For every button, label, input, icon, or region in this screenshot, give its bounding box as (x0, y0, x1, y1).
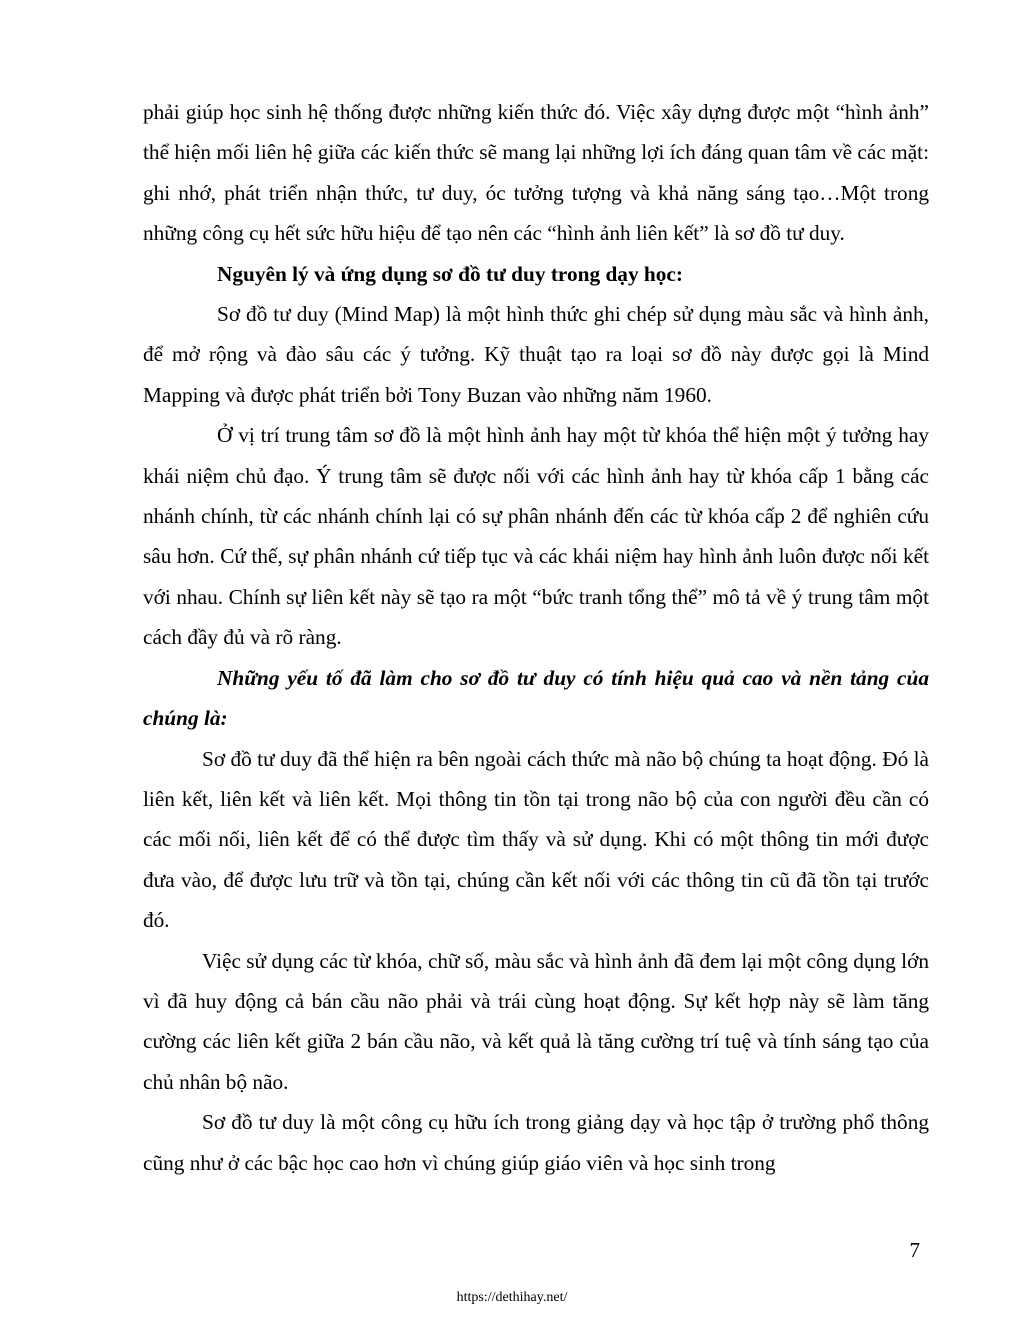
footer-url[interactable]: https://dethihay.net/ (456, 1290, 568, 1305)
paragraph-central-idea: Ở vị trí trung tâm sơ đồ là một hình ảnh hay một từ khóa thể hiện một ý tưởng hay khái niệm chủ đạo. Ý trung tâm sẽ được nối với các hình ảnh hay từ khóa cấp 1 bằng các nhánh chính, từ các nhánh chính lại có sự phân nhánh đến các từ khóa cấp 2 để nghiên cứu sâu hơn. Cứ thế, sự phân nhánh cứ tiếp tục và các khái niệm hay hình ảnh luôn được nối kết với nhau. Chính sự liên kết này sẽ tạo ra một “bức tranh tổng thể” mô tả về ý trung tâm một cách đầy đủ và rõ ràng. (143, 423, 929, 650)
paragraph-teaching-tool: Sơ đồ tư duy là một công cụ hữu ích trong giảng dạy và học tập ở trường phổ thông cũng như ở các bậc học cao hơn vì chúng giúp giáo viên và học sinh trong (143, 1110, 929, 1175)
body-text (143, 92, 929, 1183)
section-heading-effectiveness: Những yếu tố đã làm cho sơ đồ tư duy có tính hiệu quả cao và nền tảng của chúng là: (143, 665, 929, 731)
paragraph-keywords-colors: Việc sử dụng các từ khóa, chữ số, màu sắc và hình ảnh đã đem lại một công dụng lớn vì đã huy động cả bán cầu não phải và trái cùng hoạt động. Sự kết hợp này sẽ làm tăng cường các liên kết giữa 2 bán cầu não, và kết quả là tăng cường trí tuệ và tính sáng tạo của chủ nhân bộ não. (143, 948, 929, 1094)
paragraph-mind-map-definition: Sơ đồ tư duy (Mind Map) là một hình thức ghi chép sử dụng màu sắc và hình ảnh, để mở rộng và đào sâu các ý tưởng. Kỹ thuật tạo ra loại sơ đồ này được gọi là Mind Mapping và được phát triển bởi Tony Buzan vào những năm 1960. (143, 302, 929, 407)
section-heading-principles: Nguyên lý và ứng dụng sơ đồ tư duy trong dạy học: (217, 261, 683, 286)
paragraph-brain-links: Sơ đồ tư duy đã thể hiện ra bên ngoài cách thức mà não bộ chúng ta hoạt động. Đó là liên kết, liên kết và liên kết. Mọi thông tin tồn tại trong não bộ của con người đều cần có các mối nối, liên kết để có thể được tìm thấy và sử dụng. Khi có một thông tin mới được đưa vào, để được lưu trữ và tồn tại, chúng cần kết nối với các thông tin cũ đã tồn tại trước đó. (143, 746, 929, 933)
page-number: 7 (909, 1238, 920, 1262)
paragraph-intro-continuation: phải giúp học sinh hệ thống được những kiến thức đó. Việc xây dựng được một “hình ảnh” thể hiện mối liên hệ giữa các kiến thức sẽ mang lại những lợi ích đáng quan tâm về các mặt: ghi nhớ, phát triển nhận thức, tư duy, óc tưởng tượng và khả năng sáng tạo…Một trong những công cụ hết sức hữu hiệu để tạo nên các “hình ảnh liên kết” là sơ đồ tư duy. (143, 100, 929, 246)
